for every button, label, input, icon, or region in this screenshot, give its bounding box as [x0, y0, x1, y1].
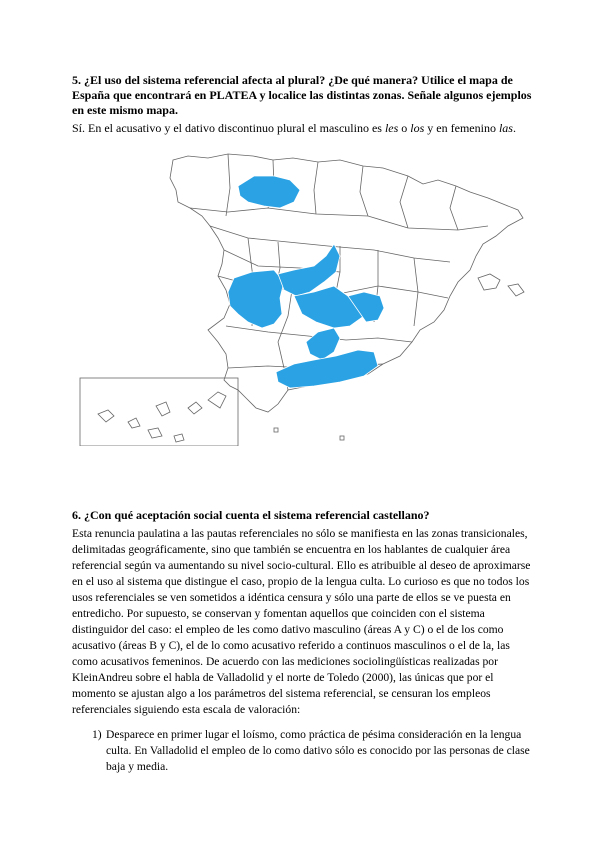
question-5-answer [72, 121, 542, 136]
region-highlight-north [238, 176, 300, 208]
spain-provinces-map [78, 146, 538, 446]
answer-las: las [498, 121, 513, 135]
list-item-number: 1) [92, 728, 102, 741]
answer-los: los [410, 121, 425, 135]
ceuta-marker [274, 428, 278, 432]
question-6-heading: 6. ¿Con qué aceptación social cuenta el sistema referencial castellano? [72, 508, 430, 522]
answer-end: . [512, 121, 516, 135]
answer-les: les [384, 121, 399, 135]
answer-o: o [398, 121, 411, 135]
question-6-paragraph: Esta renuncia paulatina a las pautas referenciales no sólo se manifiesta en las zonas transicionales, delimitadas geográficamente, sino que también se encuentra en los hablantes de cualquier área referencial según va aumentando su nivel socio-cultural. Ello es atribuible al deseo de aproximarse en el uso al sistema que distingue el caso, propio de la lengua culta. Lo curioso es que no todos los usos referenciales se ven sometidos a idéntica censura y sólo una parte de ellos se ve puesta en entredicho. Por supuesto, se conservan y fomentan aquellos que coinciden con el sistema distinguidor del caso: el empleo de les como dativo masculino (áreas A y C) o el de los como acusativo (áreas B y C), el de lo como acusativo referido a continuos masculinos o el de la, las como acusativos femeninos. De acuerdo con las mediciones sociolingüísticas realizadas por KleinAndreu sobre el habla de Valladolid y el norte de Toledo (2000), las únicas que por el momento se ajustan algo a los parámetros del sistema referencial, se censuran los empleos referenciales siguiendo esta escala de valoración: [72, 527, 531, 716]
balearic-outline [478, 274, 524, 296]
list-item-text: Desparece en primer lugar el loísmo, como práctica de pésima consideración en la lengua culta. En Valladolid el empleo de lo como dativo sólo es conocido por las personas de clase baja y media. [106, 728, 530, 773]
canary-islands-outline [98, 392, 226, 442]
region-highlight-south-center [306, 328, 340, 360]
region-highlight-west [228, 270, 284, 328]
answer-mid: y en femenino [424, 121, 499, 135]
melilla-marker [340, 436, 344, 440]
answer-prefix: Sí. En el acusativo y el dativo discontinuo plural el masculino es [72, 121, 385, 135]
question-5-heading: 5. ¿El uso del sistema referencial afecta al plural? ¿De qué manera? Utilice el mapa de España que encontrará en PLATEA y localice las distintas zonas. Señale algunos ejemplos en este mismo mapa. [72, 73, 532, 117]
highlighted-provinces [228, 176, 384, 388]
